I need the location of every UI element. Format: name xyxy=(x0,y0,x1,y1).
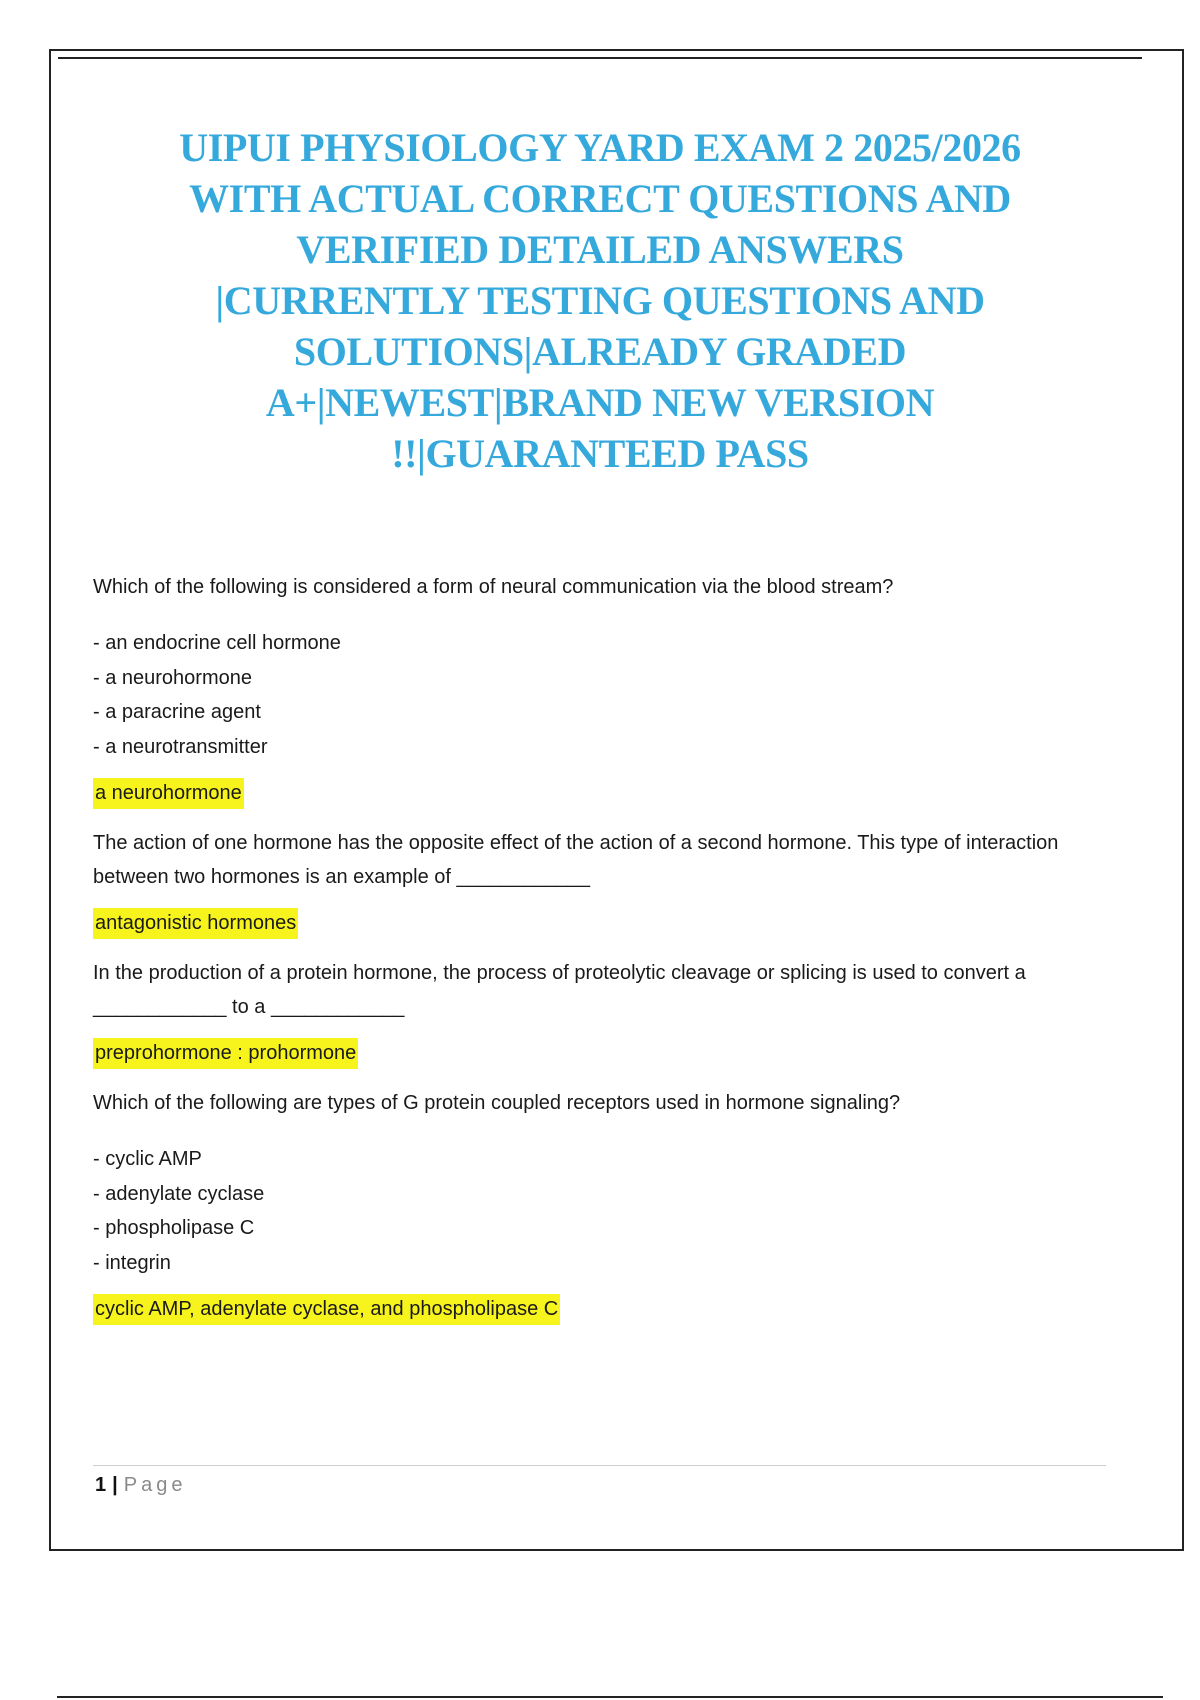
option-item: - phospholipase C xyxy=(93,1217,255,1239)
title-line: A+|NEWEST|BRAND NEW VERSION xyxy=(265,380,935,425)
title-line: SOLUTIONS|ALREADY GRADED xyxy=(293,329,907,374)
answer-highlight: cyclic AMP, adenylate cyclase, and phospholipase C xyxy=(93,1294,560,1325)
title-line: UIPUI PHYSIOLOGY YARD EXAM 2 2025/2026 xyxy=(179,125,1021,170)
footer-rule xyxy=(93,1465,1106,1466)
question-text: Which of the following are types of G protein coupled receptors used in hormone signaling? xyxy=(93,1092,901,1114)
title-line: WITH ACTUAL CORRECT QUESTIONS AND xyxy=(189,176,1011,221)
option-item: - adenylate cyclase xyxy=(93,1182,265,1205)
qa-content xyxy=(93,570,1106,1326)
option-item: - integrin xyxy=(93,1251,171,1274)
top-rule xyxy=(58,57,1142,59)
answer-highlight: antagonistic hormones xyxy=(93,908,298,939)
qa-block-4 xyxy=(93,1086,1106,1326)
answer-highlight: preprohormone : prohormone xyxy=(93,1038,358,1069)
options-list xyxy=(93,1142,1106,1280)
question-text: Which of the following is considered a form of neural communication via the blood stream? xyxy=(93,576,894,598)
option-item: - cyclic AMP xyxy=(93,1148,202,1170)
option-item: - a neurotransmitter xyxy=(93,735,268,758)
option-item: - a paracrine agent xyxy=(93,701,261,723)
page-footer xyxy=(95,1470,186,1500)
qa-block-3 xyxy=(93,956,1106,1070)
title-line: |CURRENTLY TESTING QUESTIONS AND xyxy=(215,278,985,323)
title-line: !!|GUARANTEED PASS xyxy=(391,431,809,476)
qa-block-1 xyxy=(93,570,1106,810)
title-line: VERIFIED DETAILED ANSWERS xyxy=(296,227,904,272)
question-text: The action of one hormone has the opposite effect of the action of a second hormone. This type of interaction between two hormones is an example of ____________ xyxy=(93,832,1059,888)
option-item: - a neurohormone xyxy=(93,666,252,689)
page-number: 1 xyxy=(95,1474,107,1496)
bottom-rule xyxy=(57,1696,1163,1698)
page-label: Page xyxy=(123,1474,187,1496)
options-list xyxy=(93,626,1106,764)
document-title xyxy=(60,122,1140,479)
answer-highlight: a neurohormone xyxy=(93,778,244,809)
footer-separator: | xyxy=(112,1474,118,1496)
qa-block-2 xyxy=(93,826,1106,940)
option-item: - an endocrine cell hormone xyxy=(93,632,341,654)
question-text: In the production of a protein hormone, the process of proteolytic cleavage or splicing is used to convert a ____________ to a ____________ xyxy=(93,962,1026,1018)
